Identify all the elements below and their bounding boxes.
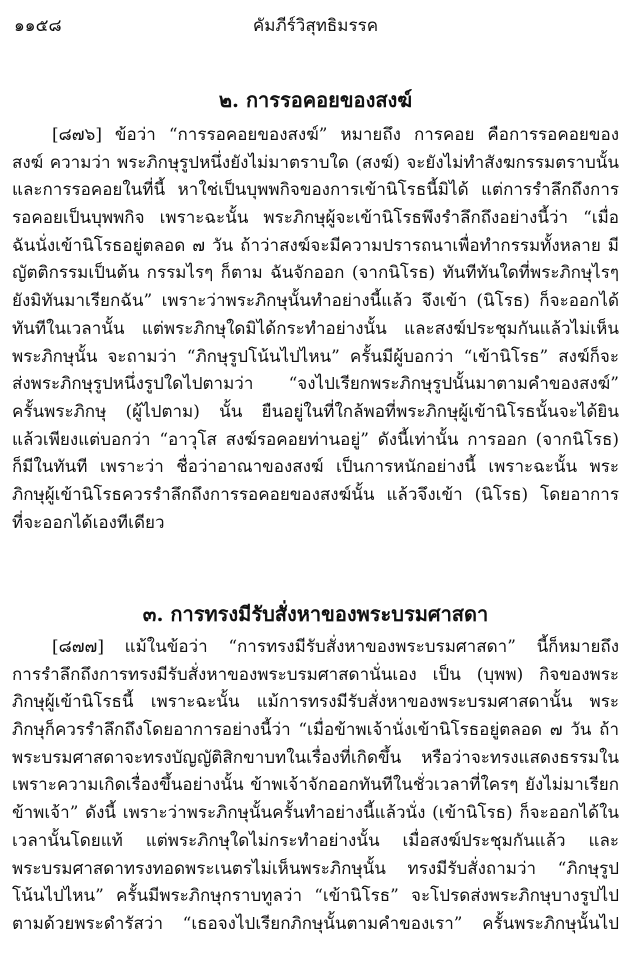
page-number: ๑๑๕๘ [14,16,62,36]
paragraph-line: ญัตติกรรมเป็นต้น กรรมไรๆ ก็ตาม ฉันจักออก (จากนิโรธ) ทันทีทันใดที่พระภิกษุไรๆ [12,263,619,284]
paragraph-877 [12,634,619,939]
paragraph-line: พระบรมศาสดาทรงทอดพระเนตรไม่เห็นพระภิกษุนั้น ทรงมีรับสั่งถามว่า “ภิกษุรูป [12,858,619,879]
paragraph-line: ครั้นพระภิกษุ (ผู้ไปตาม) นั้น ยืนอยู่ในที่ใกล้พอที่พระภิกษุผู้เข้านิโรธนั้นจะได้ยิน [12,401,619,422]
paragraph-line: ภิกษุผู้เข้านิโรธควรรำลึกถึงการรอคอยของสงฆ์นั้น แล้วจึงเข้า (นิโรธ) โดยอาการ [12,484,619,505]
paragraph-line: [๘๗๖] ข้อว่า “การรอคอยของสงฆ์” หมายถึง การคอย คือการรอคอยของ [52,125,619,145]
paragraph-line: พระภิกษุนั้น จะถามว่า “ภิกษุรูปโน้นไปไหน” ครั้นมีผู้บอกว่า “เข้านิโรธ” สงฆ์ก็จะ [12,346,619,367]
paragraph-876 [12,122,619,537]
paragraph-line: แล้วเพียงแต่บอกว่า “อาวุโส สงฆ์รอคอยท่านอยู่” ดังนี้เท่านั้น การออก (จากนิโรธ) [12,429,619,450]
paragraph-line: โน้นไปไหน” ครั้นมีพระภิกษุกราบทูลว่า “เข้านิโรธ” จะโปรดส่งพระภิกษุบางรูปไป [12,886,619,907]
paragraph-line: และการรอคอยในที่นี้ หาใช่เป็นบุพพกิจของการเข้านิโรธนี้มิได้ แต่การรำลึกถึงการ [12,180,619,201]
paragraph-line: ฉันนั่งเข้านิโรธอยู่ตลอด ๗ วัน ถ้าว่าสงฆ์จะมีความปรารถนาเพื่อทำกรรมทั้งหลาย มี [12,235,619,256]
book-title: คัมภีร์วิสุทธิมรรค [252,16,379,36]
paragraph-line: ภิกษุก็ควรรำลึกถึงโดยอาการอย่างนี้ว่า “เมื่อข้าพเจ้านั่งเข้านิโรธอยู่ตลอด ๗ วัน ถ้า [12,720,619,741]
paragraph-line: ที่จะออกได้เองทีเดียว [12,512,165,533]
section-heading-community-waiting: ๒. การรอคอยของสงฆ์ [218,88,413,112]
paragraph-line: พระบรมศาสดาจะทรงบัญญัติสิกขาบทในเรื่องที่เกิดขึ้น หรือว่าจะทรงแสดงธรรมใน [12,747,619,768]
paragraph-line: สงฆ์ ความว่า พระภิกษุรูปหนึ่งยังไม่มาตราบใด (สงฆ์) จะยังไม่ทำสังฆกรรมตราบนั้น [12,152,619,173]
paragraph-line: ก็มีในทันที เพราะว่า ชื่อว่าอาณาของสงฆ์ เป็นการหนักอย่างนี้ เพราะฉะนั้น พระ [12,457,619,478]
paragraph-line: การรำลึกถึงการทรงมีรับสั่งหาของพระบรมศาสดานั่นเอง เป็น (บุพพ) กิจของพระ [12,664,619,685]
paragraph-line: รอคอยเป็นบุพพกิจ เพราะฉะนั้น พระภิกษุผู้จะเข้านิโรธพึงรำลึกถึงอย่างนี้ว่า “เมื่อ [12,208,619,229]
paragraph-line: [๘๗๗] แม้ในข้อว่า “การทรงมีรับสั่งหาของพระบรมศาสดา” นี้ก็หมายถึง [52,637,619,657]
paragraph-line: ยังมิทันมาเรียกฉัน” เพราะว่าพระภิกษุนั้นทำอย่างนี้แล้ว จึงเข้า (นิโรธ) ก็จะออกได้ [12,291,619,312]
paragraph-line: เพราะความเกิดเรื่องขึ้นอย่างนั้น ข้าพเจ้าจักออกทันทีในชั่วเวลาที่ใครๆ ยังไม่มาเรียก [12,775,619,796]
paragraph-line: ทันทีในเวลานั้น แต่พระภิกษุใดมิได้กระทำอย่างนั้น และสงฆ์ประชุมกันแล้วไม่เห็น [12,318,619,339]
section-heading-teacher-summons: ๓. การทรงมีรับสั่งหาของพระบรมศาสดา [142,602,489,626]
paragraph-line: ภิกษุผู้เข้านิโรธนี้ เพราะฉะนั้น แม้การทรงมีรับสั่งหาของพระบรมศาสดานั้น พระ [12,692,619,713]
paragraph-line: เวลานั้นโดยแท้ แต่พระภิกษุใดไม่กระทำอย่างนั้น เมื่อสงฆ์ประชุมกันแล้ว และ [12,830,619,851]
paragraph-line: ข้าพเจ้า” ดังนี้ เพราะว่าพระภิกษุนั้นครั้นทำอย่างนี้แล้วนั่ง (เข้านิโรธ) ก็จะออกได้ใน [12,803,619,824]
paragraph-line: ส่งพระภิกษุรูปหนึ่งรูปใดไปตามว่า “จงไปเรียกพระภิกษุรูปนั้นมาตามคำของสงฆ์” [12,374,619,395]
paragraph-line: ตามด้วยพระดำรัสว่า “เธอจงไปเรียกภิกษุนั้นตามคำของเรา” ครั้นพระภิกษุนั้นไป [12,913,619,934]
running-header [12,10,619,38]
